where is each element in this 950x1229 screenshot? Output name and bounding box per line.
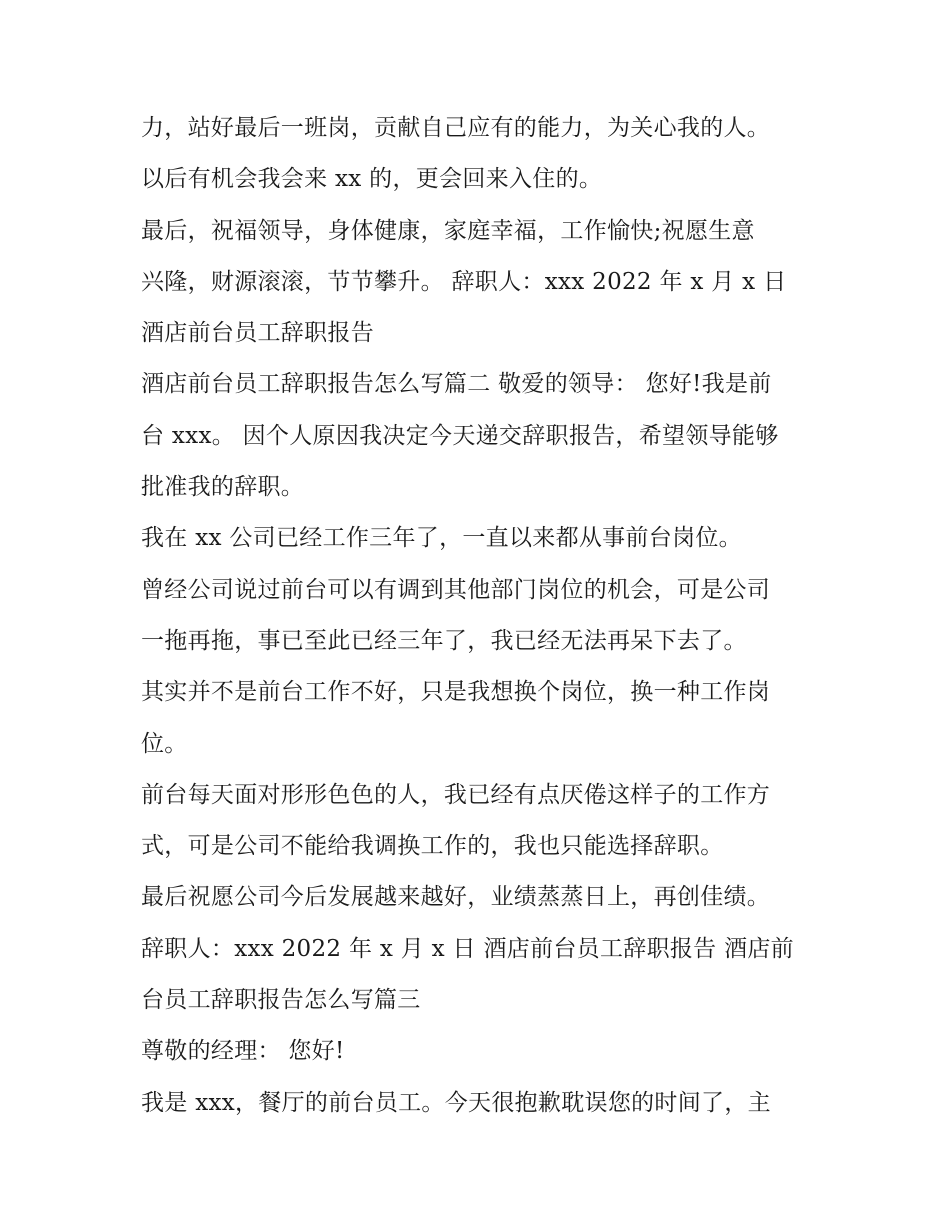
salutation-line: 尊敬的经理： 您好! <box>141 1038 345 1065</box>
text-line: 前台每天面对形形色色的人，我已经有点厌倦这样子的工作方 <box>141 781 771 808</box>
text-line: 我在 xx 公司已经工作三年了，一直以来都从事前台岗位。 <box>141 525 742 552</box>
section-heading: 酒店前台员工辞职报告 <box>141 320 374 347</box>
text-line: 曾经公司说过前台可以有调到其他部门岗位的机会，可是公司 <box>141 576 771 603</box>
text-line: 最后祝愿公司今后发展越来越好，业绩蒸蒸日上，再创佳绩。 <box>141 884 771 911</box>
text-line: 辞职人：xxx 2022 年 x 月 x 日 酒店前台员工辞职报告 酒店前 <box>141 935 794 962</box>
text-line: 以后有机会我会来 xx 的，更会回来入住的。 <box>141 166 603 193</box>
text-line: 一拖再拖，事已至此已经三年了，我已经无法再呆下去了。 <box>141 627 747 654</box>
text-line: 其实并不是前台工作不好，只是我想换个岗位，换一种工作岗 <box>141 679 771 706</box>
text-line: 酒店前台员工辞职报告怎么写篇二 敬爱的领导： 您好!我是前 <box>141 371 772 398</box>
text-line: 式，可是公司不能给我调换工作的，我也只能选择辞职。 <box>141 833 724 860</box>
text-line: 台员工辞职报告怎么写篇三 <box>141 987 421 1014</box>
text-line: 位。 <box>141 730 188 757</box>
document-text <box>141 103 821 1129</box>
text-line: 我是 xxx，餐厅的前台员工。今天很抱歉耽误您的时间了，主 <box>141 1089 771 1116</box>
text-line: 批准我的辞职。 <box>141 474 305 501</box>
text-line: 台 xxx。 因个人原因我决定今天递交辞职报告，希望领导能够 <box>141 422 779 449</box>
text-line: 力，站好最后一班岗，贡献自己应有的能力，为关心我的人。 <box>141 115 771 141</box>
text-line: 兴隆，财源滚滚，节节攀升。 辞职人：xxx 2022 年 x 月 x 日 <box>141 268 787 295</box>
text-line: 最后，祝福领导，身体健康，家庭幸福，工作愉快;祝愿生意 <box>141 217 755 244</box>
